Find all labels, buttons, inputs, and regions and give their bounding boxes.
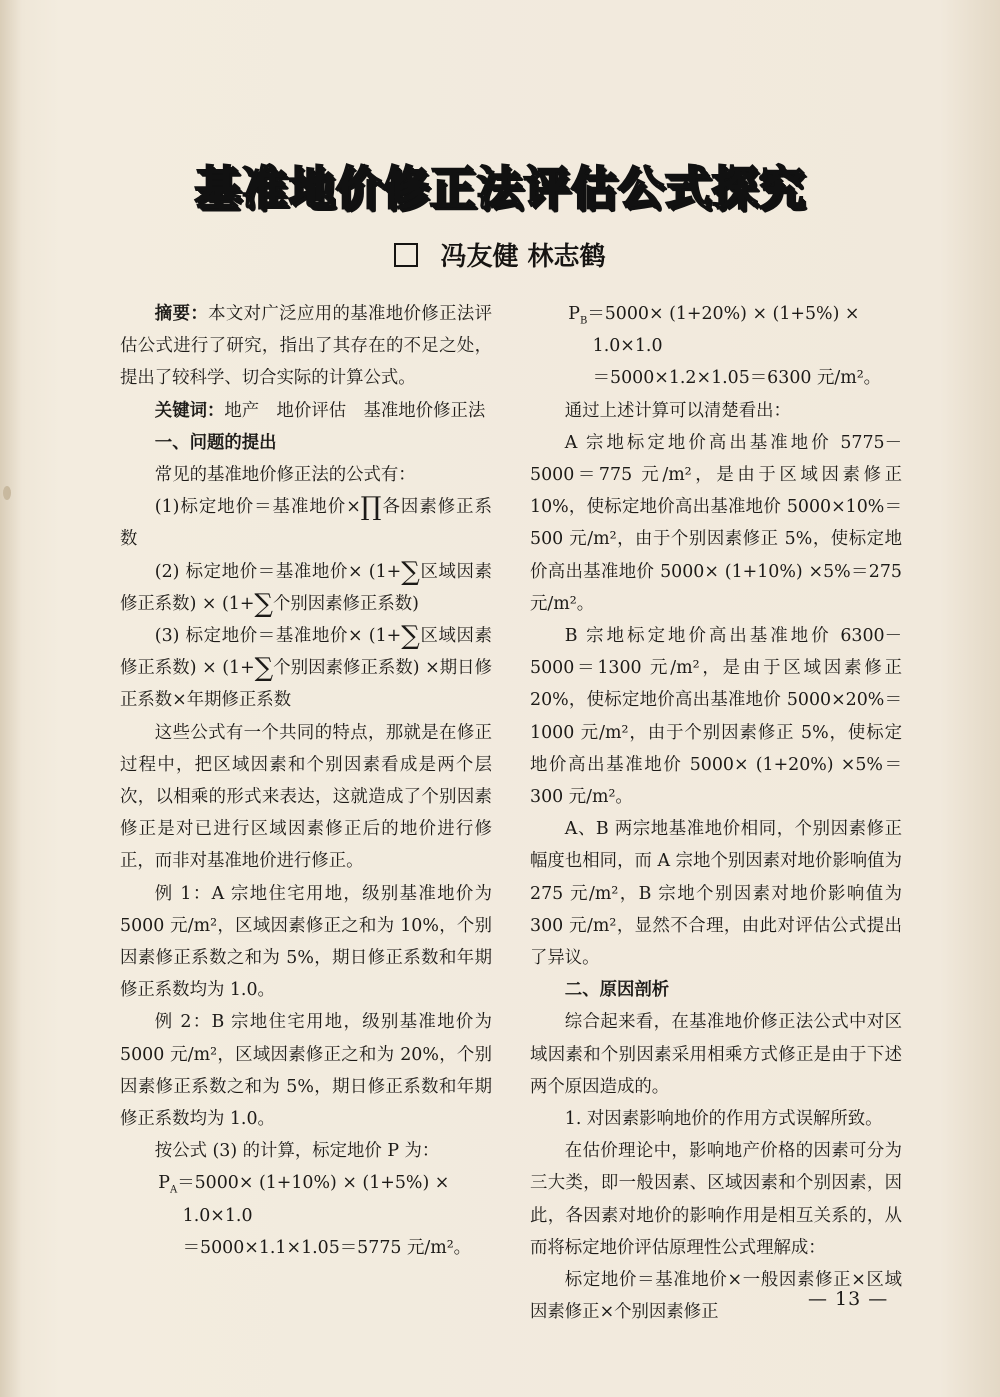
formula-subscript: A <box>169 1184 178 1196</box>
paragraph: 1. 对因素影响地价的作用方式误解所致。 <box>564 1109 883 1130</box>
pa-line-2: 1.0×1.0 <box>182 1205 253 1226</box>
formula-text: P <box>568 304 580 324</box>
keywords-text: 地产 地价评估 基准地价修正法 <box>224 400 486 421</box>
pb-line-1 <box>530 298 902 330</box>
formula-text: ＝5000× (1+10%) × (1+5%) × <box>177 1173 450 1194</box>
author-names: 冯友健 林志鹤 <box>440 242 606 272</box>
pb-line-2: 1.0×1.0 <box>592 336 663 357</box>
formula-text: 个别因素修正系数) <box>272 593 419 614</box>
paragraph: A 宗地标定地价高出基准地价 5775－5000＝775 元/m²，是由于区域因素修正 10%，使标定地价高出基准地价 5000×10%＝500 元/m²，由于个别因素修正 5%，使标定地价高出基准地价 5000× (1+10%) ×5%＝275 元/m²。 <box>530 432 902 614</box>
keywords <box>120 395 492 427</box>
right-column <box>530 298 902 1329</box>
formula-text: 区域因素修正系数) × (1+ <box>120 626 492 679</box>
section-heading-1: 一、问题的提出 <box>154 432 277 453</box>
sum-symbol: ∑ <box>401 621 420 652</box>
formula-text: (1)标定地价＝基准地价× <box>154 497 361 518</box>
binding-hole <box>3 486 11 500</box>
square-bullet-icon <box>394 243 418 267</box>
abstract-label: 摘要： <box>154 304 209 324</box>
example-1: 例 1：A 宗地住宅用地，级别基准地价为 5000 元/m²，区域因素修正之和为 10%，个别因素修正系数之和为 5%，期日修正系数和年期修正系数均为 1.0。 <box>120 883 492 1001</box>
section-heading-2: 二、原因剖析 <box>564 980 670 1001</box>
pa-line-3: ＝5000×1.1×1.05＝5775 元/m²。 <box>182 1237 472 1258</box>
pa-line-1 <box>120 1167 492 1199</box>
product-symbol: ∏ <box>360 492 382 523</box>
formula-text: (2) 标定地价＝基准地价× (1+ <box>154 561 402 582</box>
abstract <box>120 298 492 395</box>
formula-1 <box>120 491 492 555</box>
sum-symbol: ∑ <box>254 588 273 619</box>
author-line <box>0 236 1000 273</box>
paragraph: 在估价理论中，影响地产价格的因素可分为三大类，即一般因素、区域因素和个别因素，因此，各因素对地价的影响作用是相互关系的，从而将标定地价评估原理性公式理解成： <box>530 1141 902 1258</box>
formula-text: 区域因素修正系数) × (1+ <box>120 561 492 614</box>
formula-text: 个别因素修正系数) ×期日修正系数×年期修正系数 <box>120 658 492 711</box>
keywords-label: 关键词： <box>154 400 225 421</box>
paragraph: B 宗地标定地价高出基准地价 6300－5000＝1300 元/m²，是由于区域因素修正 20%，使标定地价高出基准地价 5000×20%＝1000 元/m²，由于个别因素修正 5%，使标定地价高出基准地价 5000× (1+20%) ×5%＝300 元/m²。 <box>530 626 902 808</box>
paragraph: 综合起来看，在基准地价修正法公式中对区域因素和个别因素采用相乘方式修正是由于下述两个原因造成的。 <box>530 1012 902 1097</box>
formula-subscript: B <box>579 315 588 327</box>
page-number: — 13 — <box>808 1288 889 1310</box>
formula-text: ＝5000× (1+20%) × (1+5%) × <box>587 304 860 324</box>
formula-text: (3) 标定地价＝基准地价× (1+ <box>154 626 402 647</box>
left-column <box>120 298 492 1264</box>
pb-line-3: ＝5000×1.2×1.05＝6300 元/m²。 <box>592 368 882 389</box>
formula-text: 各因素修正系数 <box>120 497 492 550</box>
formula-2 <box>120 556 492 620</box>
paragraph: 常见的基准地价修正法的公式有： <box>154 465 416 486</box>
example-2: 例 2：B 宗地住宅用地，级别基准地价为 5000 元/m²，区域因素修正之和为 20%，个别因素修正系数之和为 5%，期日修正系数和年期修正系数均为 1.0。 <box>120 1012 492 1130</box>
article-title: 基准地价修正法评估公式探究 <box>194 161 806 215</box>
paragraph: 通过上述计算可以清楚看出： <box>564 400 791 421</box>
sum-symbol: ∑ <box>254 653 274 684</box>
abstract-text: 本文对广泛应用的基准地价修正法评估公式进行了研究，指出了其存在的不足之处，提出了较科学、切合实际的计算公式。 <box>120 304 492 389</box>
formula-text: P <box>158 1173 170 1194</box>
paragraph: 按公式 (3) 的计算，标定地价 P 为： <box>154 1141 440 1162</box>
paragraph: 标定地价＝基准地价×一般因素修正×区域因素修正×个别因素修正 <box>530 1270 902 1323</box>
paragraph: 这些公式有一个共同的特点，那就是在修正过程中，把区域因素和个别因素看成是两个层次，以相乘的形式来表达，这就造成了个别因素修正是对已进行区域因素修正后的地价进行修正，而非对基准地价进行修正。 <box>120 722 492 872</box>
sum-symbol: ∑ <box>401 556 420 587</box>
paragraph: A、B 两宗地基准地价相同，个别因素修正幅度也相同，而 A 宗地个别因素对地价影响值为 275 元/m²，B 宗地个别因素对地价影响值为 300 元/m²，显然不合理，由此对评估公式提出了异议。 <box>530 819 902 969</box>
formula-3 <box>120 620 492 717</box>
